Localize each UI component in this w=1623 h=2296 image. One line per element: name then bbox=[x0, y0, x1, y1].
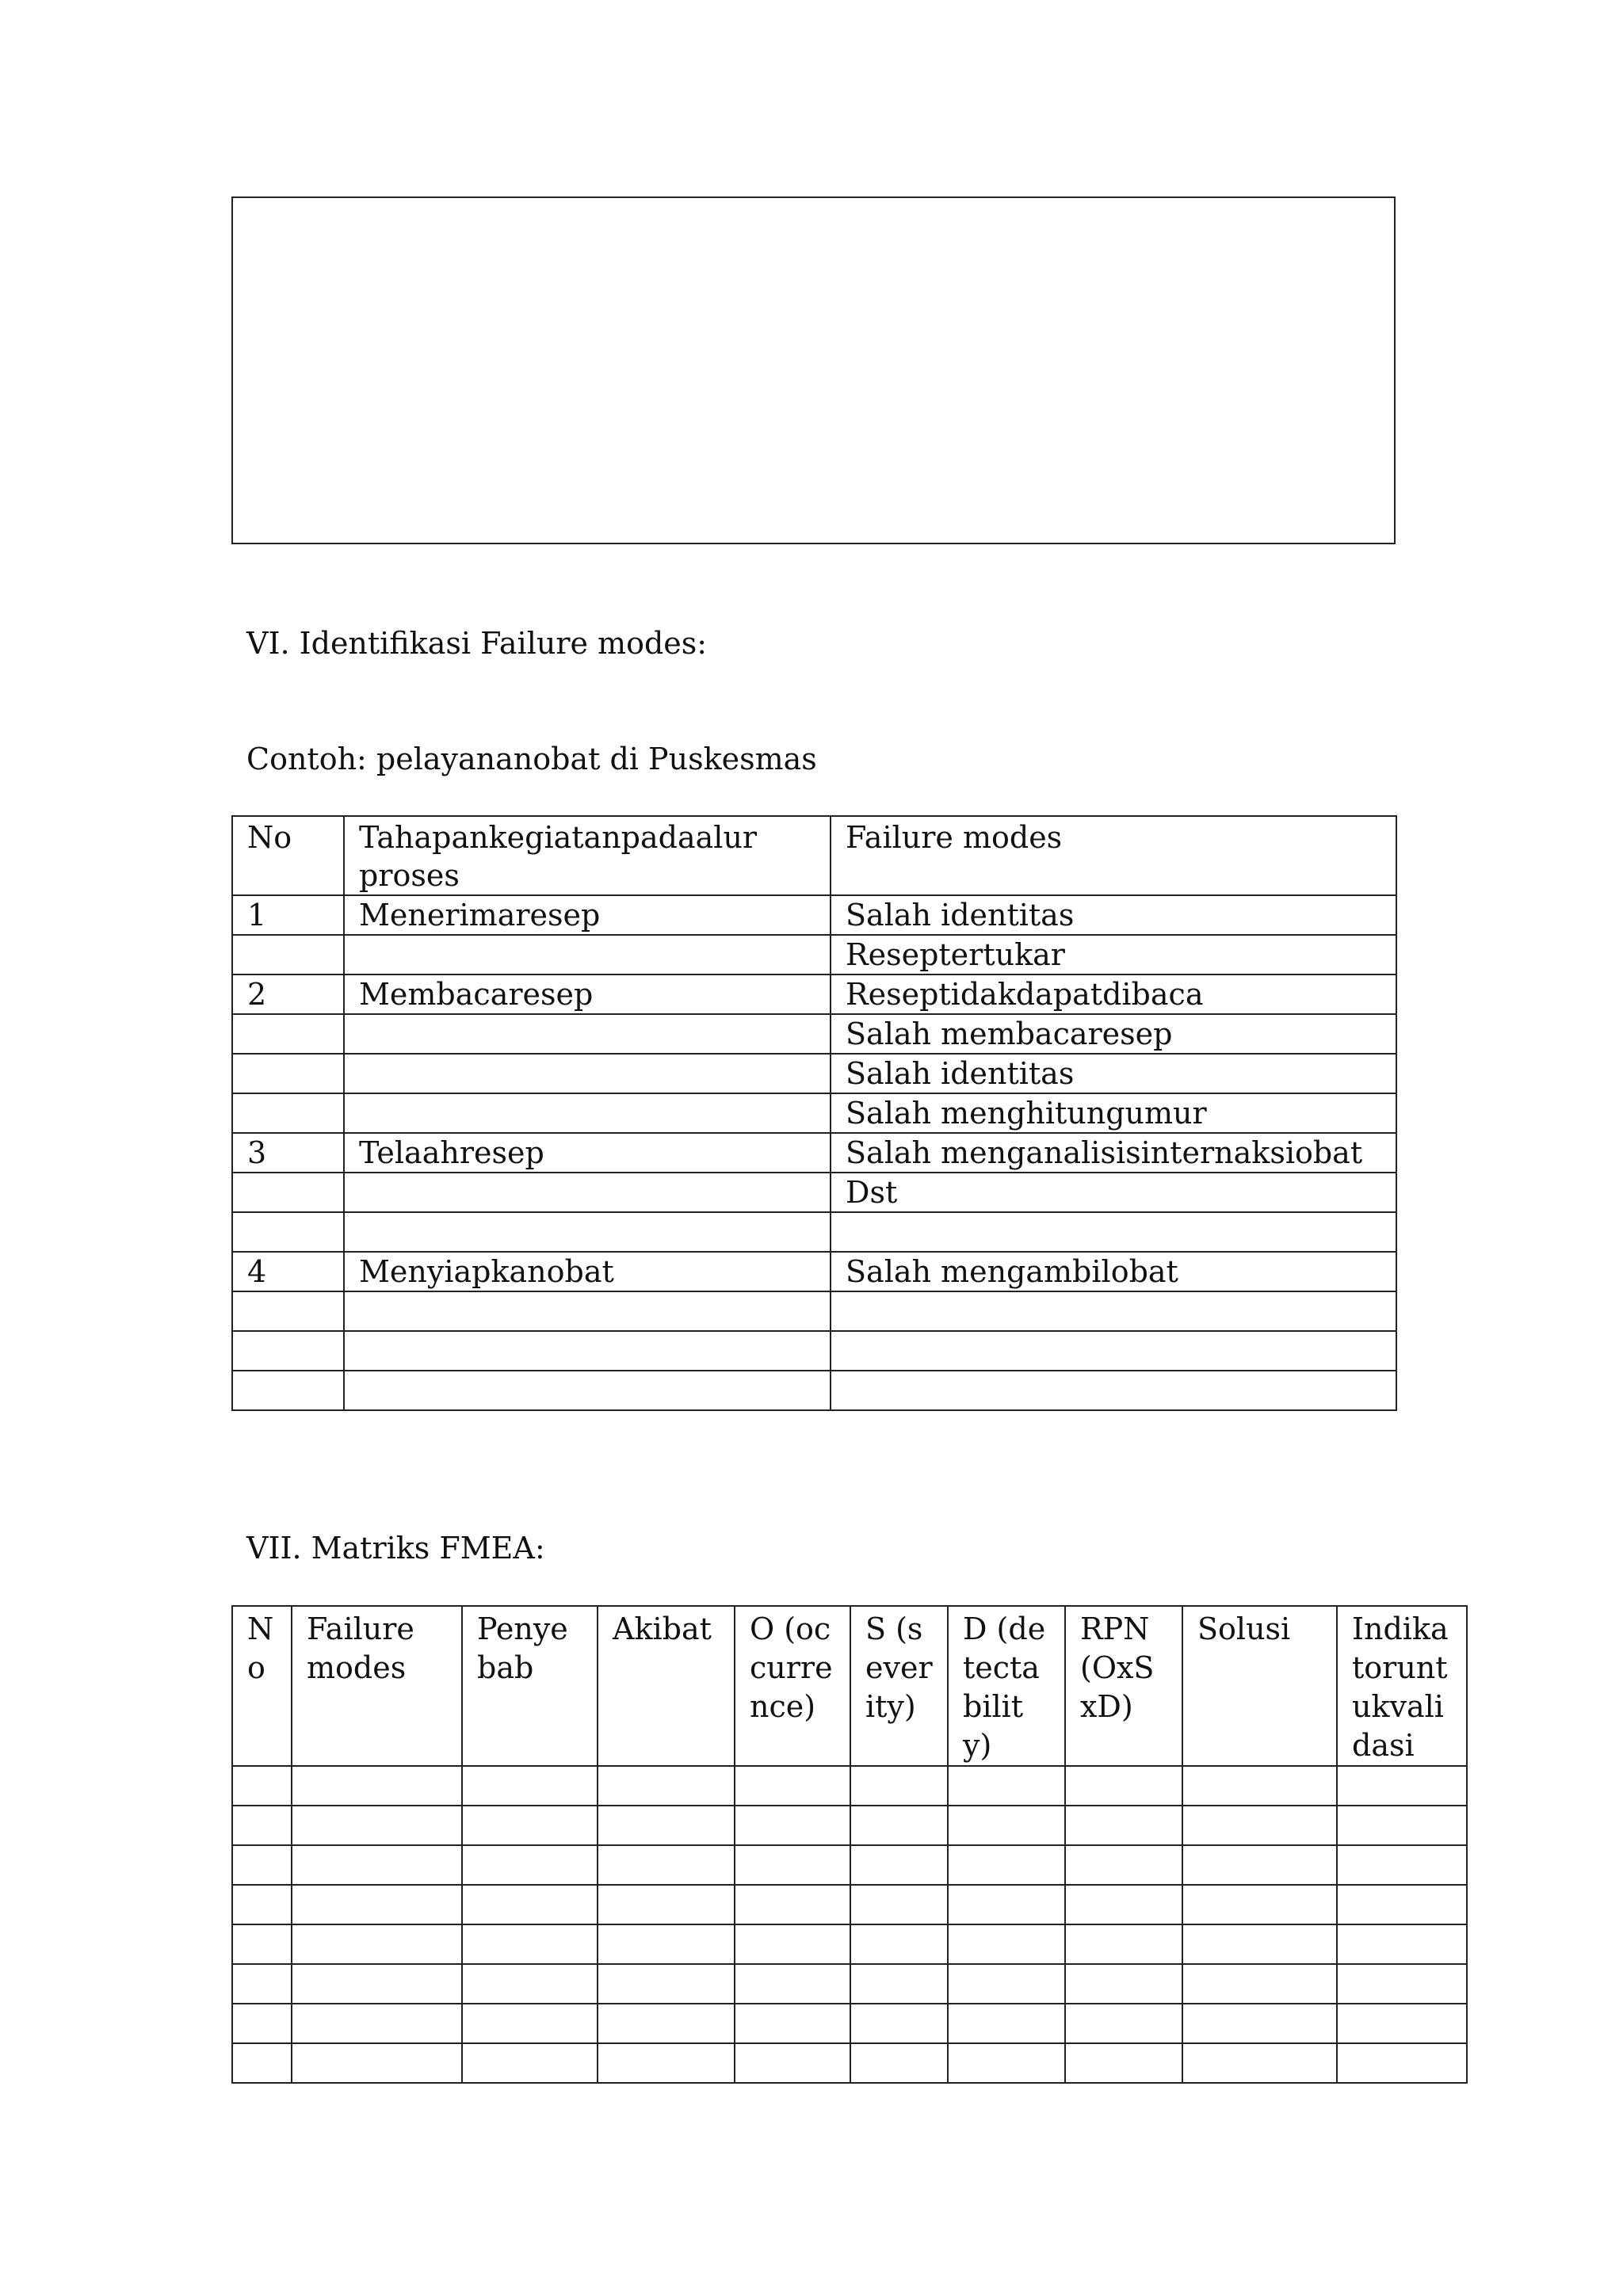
column-header-occurrence: O (occurrence) bbox=[735, 1606, 850, 1766]
empty-cell bbox=[1337, 1964, 1467, 2004]
empty-cell bbox=[948, 1885, 1065, 1924]
cell-failure-mode: Reseptertukar bbox=[831, 935, 1396, 974]
empty-cell bbox=[462, 1806, 598, 1845]
column-header-failure-modes: Failure modes bbox=[831, 816, 1396, 895]
cell-no: 4 bbox=[232, 1252, 344, 1291]
empty-cell bbox=[292, 2043, 462, 2083]
empty-cell bbox=[1337, 1885, 1467, 1924]
column-header-detectability: D (detectability) bbox=[948, 1606, 1065, 1766]
empty-cell bbox=[598, 1845, 735, 1885]
empty-cell bbox=[462, 1766, 598, 1806]
empty-cell bbox=[292, 1924, 462, 1964]
empty-cell bbox=[948, 2043, 1065, 2083]
empty-cell bbox=[292, 1964, 462, 2004]
cell-no bbox=[232, 1093, 344, 1133]
table-row bbox=[232, 1885, 1467, 1924]
column-header-solution: Solusi bbox=[1182, 1606, 1337, 1766]
table-row bbox=[232, 2043, 1467, 2083]
empty-cell bbox=[948, 1845, 1065, 1885]
table-row bbox=[232, 1133, 1396, 1173]
empty-cell bbox=[598, 1885, 735, 1924]
column-header-cause: Penyebab bbox=[462, 1606, 598, 1766]
empty-cell bbox=[1182, 1924, 1337, 1964]
cell-step bbox=[344, 1212, 831, 1252]
table-row bbox=[232, 1252, 1396, 1291]
empty-cell bbox=[850, 2043, 948, 2083]
empty-cell bbox=[1337, 1845, 1467, 1885]
empty-cell bbox=[232, 1845, 292, 1885]
column-header-no: No bbox=[232, 816, 344, 895]
empty-cell bbox=[1065, 1766, 1182, 1806]
cell-failure-mode: Dst bbox=[831, 1173, 1396, 1212]
cell-failure-mode bbox=[831, 1212, 1396, 1252]
column-header-effect: Akibat bbox=[598, 1606, 735, 1766]
empty-content-box bbox=[231, 196, 1396, 544]
table-row bbox=[232, 935, 1396, 974]
column-header-rpn: RPN (OxSxD) bbox=[1065, 1606, 1182, 1766]
empty-cell bbox=[1337, 1806, 1467, 1845]
cell-no bbox=[232, 1212, 344, 1252]
failure-modes-table bbox=[231, 815, 1397, 1411]
empty-cell bbox=[948, 1766, 1065, 1806]
table-row bbox=[232, 1173, 1396, 1212]
fmea-matrix-table bbox=[231, 1605, 1468, 2084]
empty-cell bbox=[850, 2004, 948, 2043]
table-row bbox=[232, 1964, 1467, 2004]
empty-cell bbox=[598, 1766, 735, 1806]
empty-cell bbox=[1182, 2004, 1337, 2043]
empty-cell bbox=[462, 2043, 598, 2083]
empty-cell bbox=[1337, 1766, 1467, 1806]
empty-cell bbox=[948, 2004, 1065, 2043]
table-row bbox=[232, 974, 1396, 1014]
column-header-failure-modes: Failure modes bbox=[292, 1606, 462, 1766]
empty-cell bbox=[232, 1806, 292, 1845]
failure-modes-header-row bbox=[232, 816, 1396, 895]
cell-no bbox=[232, 1291, 344, 1331]
empty-cell bbox=[948, 1806, 1065, 1845]
empty-cell bbox=[850, 1924, 948, 1964]
empty-cell bbox=[232, 2004, 292, 2043]
empty-cell bbox=[1182, 2043, 1337, 2083]
table-row bbox=[232, 1212, 1396, 1252]
cell-failure-mode: Salah identitas bbox=[831, 1054, 1396, 1093]
cell-failure-mode bbox=[831, 1371, 1396, 1410]
empty-cell bbox=[462, 1964, 598, 2004]
empty-cell bbox=[948, 1964, 1065, 2004]
empty-cell bbox=[462, 1845, 598, 1885]
table-row bbox=[232, 1054, 1396, 1093]
cell-step bbox=[344, 935, 831, 974]
empty-cell bbox=[735, 2004, 850, 2043]
empty-cell bbox=[232, 2043, 292, 2083]
empty-cell bbox=[462, 1885, 598, 1924]
cell-no bbox=[232, 935, 344, 974]
empty-cell bbox=[735, 1845, 850, 1885]
empty-cell bbox=[462, 1924, 598, 1964]
empty-cell bbox=[292, 1806, 462, 1845]
empty-cell bbox=[1337, 2004, 1467, 2043]
empty-cell bbox=[232, 1924, 292, 1964]
cell-failure-mode: Reseptidakdapatdibaca bbox=[831, 974, 1396, 1014]
empty-cell bbox=[1065, 2004, 1182, 2043]
cell-step: Menyiapkanobat bbox=[344, 1252, 831, 1291]
empty-cell bbox=[850, 1766, 948, 1806]
empty-cell bbox=[850, 1845, 948, 1885]
cell-step bbox=[344, 1173, 831, 1212]
empty-cell bbox=[735, 1885, 850, 1924]
empty-cell bbox=[292, 1766, 462, 1806]
cell-step bbox=[344, 1093, 831, 1133]
cell-step bbox=[344, 1371, 831, 1410]
cell-step: Telaahresep bbox=[344, 1133, 831, 1173]
empty-cell bbox=[1065, 2043, 1182, 2083]
cell-failure-mode: Salah menganalisisinternaksiobat bbox=[831, 1133, 1396, 1173]
empty-cell bbox=[735, 2043, 850, 2083]
column-header-no: No bbox=[232, 1606, 292, 1766]
cell-failure-mode: Salah menghitungumur bbox=[831, 1093, 1396, 1133]
empty-cell bbox=[598, 1924, 735, 1964]
column-header-severity: S (severity) bbox=[850, 1606, 948, 1766]
cell-step bbox=[344, 1291, 831, 1331]
column-header-step: Tahapankegiatanpadaalur proses bbox=[344, 816, 831, 895]
empty-cell bbox=[598, 1806, 735, 1845]
cell-no bbox=[232, 1173, 344, 1212]
cell-step: Menerimaresep bbox=[344, 895, 831, 935]
empty-cell bbox=[462, 2004, 598, 2043]
cell-no: 2 bbox=[232, 974, 344, 1014]
empty-cell bbox=[292, 2004, 462, 2043]
empty-cell bbox=[735, 1924, 850, 1964]
empty-cell bbox=[1065, 1845, 1182, 1885]
table-row bbox=[232, 1371, 1396, 1410]
table-row bbox=[232, 2004, 1467, 2043]
empty-cell bbox=[1182, 1766, 1337, 1806]
cell-no bbox=[232, 1331, 344, 1371]
empty-cell bbox=[1065, 1885, 1182, 1924]
cell-step: Membacaresep bbox=[344, 974, 831, 1014]
empty-cell bbox=[1065, 1964, 1182, 2004]
cell-failure-mode bbox=[831, 1331, 1396, 1371]
empty-cell bbox=[948, 1924, 1065, 1964]
cell-step bbox=[344, 1014, 831, 1054]
empty-cell bbox=[1065, 1924, 1182, 1964]
empty-cell bbox=[232, 1766, 292, 1806]
fmea-header-row bbox=[232, 1606, 1467, 1766]
table-row bbox=[232, 1331, 1396, 1371]
empty-cell bbox=[1182, 1964, 1337, 2004]
cell-failure-mode bbox=[831, 1291, 1396, 1331]
cell-no bbox=[232, 1054, 344, 1093]
table-row bbox=[232, 1924, 1467, 1964]
cell-no bbox=[232, 1371, 344, 1410]
cell-no: 1 bbox=[232, 895, 344, 935]
cell-step bbox=[344, 1054, 831, 1093]
empty-cell bbox=[1065, 1806, 1182, 1845]
empty-cell bbox=[1182, 1845, 1337, 1885]
cell-failure-mode: Salah mengambilobat bbox=[831, 1252, 1396, 1291]
column-header-validation-indicator: Indikatoruntukvalidasi bbox=[1337, 1606, 1467, 1766]
cell-failure-mode: Salah identitas bbox=[831, 895, 1396, 935]
empty-cell bbox=[1337, 1924, 1467, 1964]
table-row bbox=[232, 1291, 1396, 1331]
section-7-heading: VII. Matriks FMEA: bbox=[246, 1531, 545, 1566]
cell-failure-mode: Salah membacaresep bbox=[831, 1014, 1396, 1054]
cell-no: 3 bbox=[232, 1133, 344, 1173]
empty-cell bbox=[735, 1766, 850, 1806]
empty-cell bbox=[598, 2043, 735, 2083]
empty-cell bbox=[1182, 1806, 1337, 1845]
table-row bbox=[232, 1845, 1467, 1885]
table-row bbox=[232, 1093, 1396, 1133]
empty-cell bbox=[850, 1964, 948, 2004]
empty-cell bbox=[850, 1806, 948, 1845]
cell-no bbox=[232, 1014, 344, 1054]
empty-cell bbox=[598, 1964, 735, 2004]
empty-cell bbox=[598, 2004, 735, 2043]
example-caption: Contoh: pelayananobat di Puskesmas bbox=[246, 742, 817, 776]
empty-cell bbox=[1337, 2043, 1467, 2083]
table-row bbox=[232, 1766, 1467, 1806]
section-6-heading: VI. Identifikasi Failure modes: bbox=[246, 626, 708, 661]
cell-step bbox=[344, 1331, 831, 1371]
table-row bbox=[232, 1806, 1467, 1845]
empty-cell bbox=[232, 1885, 292, 1924]
table-row bbox=[232, 895, 1396, 935]
empty-cell bbox=[232, 1964, 292, 2004]
empty-cell bbox=[292, 1845, 462, 1885]
empty-cell bbox=[292, 1885, 462, 1924]
empty-cell bbox=[735, 1806, 850, 1845]
empty-cell bbox=[735, 1964, 850, 2004]
empty-cell bbox=[850, 1885, 948, 1924]
empty-cell bbox=[1182, 1885, 1337, 1924]
table-row bbox=[232, 1014, 1396, 1054]
